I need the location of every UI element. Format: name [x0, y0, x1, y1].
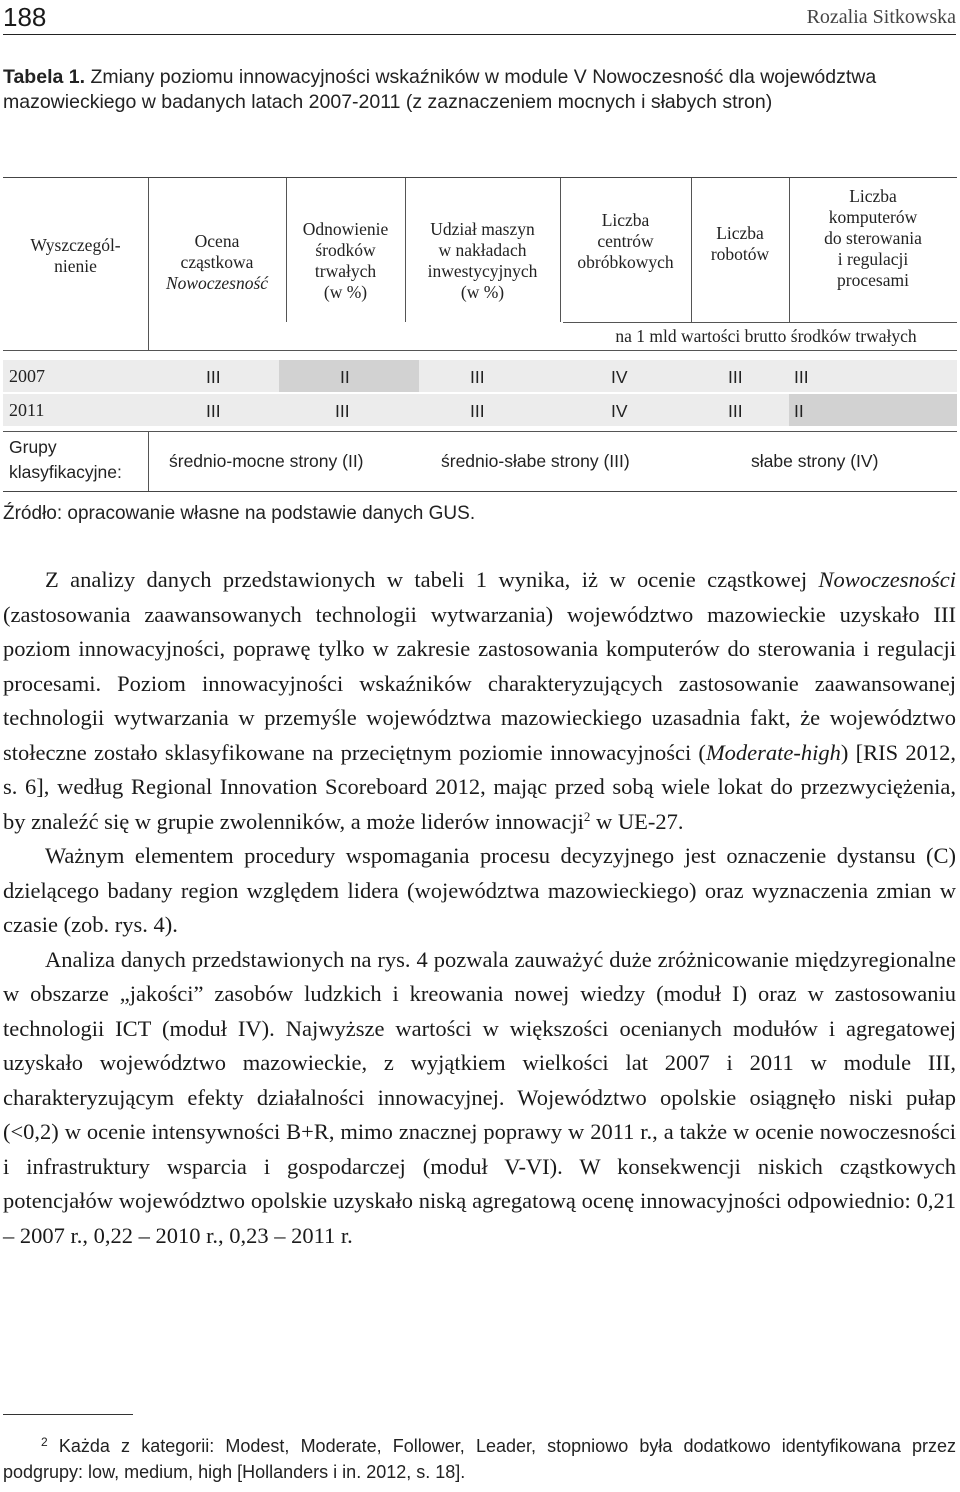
- col-header-udzial: Udział maszyn w nakładach inwestycyjnych (w %): [427, 219, 538, 302]
- highlight-strength: [789, 394, 957, 426]
- group-medium-strong: średnio-mocne strony (II): [169, 451, 364, 471]
- table-cell: III: [206, 367, 221, 387]
- col-header-roboty: Liczba robotów: [710, 223, 770, 264]
- table-caption-text: Zmiany poziomu innowacyjności wskaźników w module V Nowoczesność dla województwa mazowieckiego w badanych latach 2007-2011 (z zaznaczeniem mocnych i słabych stron): [3, 66, 877, 113]
- groups-label: Grupy klasyfikacyjne:: [9, 437, 122, 482]
- footnote-ref: 2: [583, 808, 591, 824]
- col-header-wyszczegolnienie: Wyszczegól- nienie: [30, 235, 121, 276]
- table-cell: III: [728, 367, 743, 387]
- table-caption-label: Tabela 1.: [3, 66, 86, 88]
- table-cell: II: [340, 367, 350, 387]
- table-cell: III: [470, 401, 485, 421]
- footnote-rule: [3, 1414, 133, 1415]
- groups-top-rule: [3, 431, 957, 432]
- header-bottom-rule: [3, 350, 957, 351]
- table-caption: [3, 65, 958, 115]
- col-header-ocena: Ocena cząstkowa Nowoczesność: [165, 231, 269, 293]
- running-author: Rozalia Sitkowska: [806, 6, 956, 28]
- running-header: [3, 0, 956, 35]
- group-medium-weak: średnio-słabe strony (III): [441, 451, 630, 471]
- footnote-mark: 2: [41, 1435, 48, 1449]
- paragraph-3: Analiza danych przedstawionych na rys. 4 pozwala zauważyć duże zróżnicowanie międzyregionalne w obszarze „jakości” zasobów ludzkich i kreowania nowej wiedzy (moduł I) oraz w zastosowaniu technologii ICT (moduł IV). Najwyższe wartości w większości ocenianych modułów i agregatowej uzyskało województwo mazowieckie, z wyjątkiem wielkości lat 2007 i 2011 w module III, charakteryzującym efekty działalności innowacyjnej. Województwo opolskie osiągnęło niski pułap (<0,2) w ocenie intensywności B+R, mimo znacznej poprawy w 2011 r., a także w ocenie nowoczesności i infrastruktury wsparcia i gospodarczej (moduł V-VI). W konsekwencji niskich cząstkowych potencjałów województwo opolskie uzyskało niską agregatową ocenę innowacyjności odpowiednio: 0,21 – 2007 r., 0,22 – 2010 r., 0,23 – 2011 r.: [3, 946, 956, 1248]
- table-cell: II: [794, 401, 804, 421]
- paragraph-1: Z analizy danych przedstawionych w tabeli 1 wynika, iż w ocenie cząstkowej Nowoczesności (zastosowania zaawansowanych technologii wytwarzania) województwo mazowieckie uzyskało III poziom innowacyjności, poprawę tylko w zakresie zastosowania komputerów do sterowania i regulacji procesami. Poziom innowacyjności wskaźników charakteryzujących zastosowanie zaawansowanej technologii wytwarzania w przemyśle województwa mazowieckiego uzasadnia fakt, że województwo stołeczne zostało sklasyfikowane na przeciętnym poziomie innowacyjności (Moderate-high) [RIS 2012, s. 6], według Regional Innovation Scoreboard 2012, mając przed sobą wiele lokat do przezwyciężenia, by znaleźć się w grupie zwolenników, a może liderów innowacji$^2$ w UE-27.: [3, 567, 957, 834]
- body-text: [3, 563, 956, 1253]
- table-cell: III: [794, 367, 809, 387]
- footnote-text: Każda z kategorii: Modest, Moderate, Follower, Leader, stopniowo była dodatkowo identyfikowana przez podgrupy: low, medium, high [Hollanders i in. 2012, s. 18].: [3, 1436, 956, 1482]
- table-cell: III: [728, 401, 743, 421]
- group-weak: słabe strony (IV): [751, 451, 879, 471]
- unit-note: na 1 mld wartości brutto środków trwałych: [615, 326, 917, 346]
- table-cell: III: [206, 401, 221, 421]
- row-year: 2011: [9, 400, 45, 420]
- table-source: Źródło: opracowanie własne na podstawie danych GUS.: [3, 503, 476, 524]
- paragraph-2: Ważnym elementem procedury wspomagania procesu decyzyjnego jest oznaczenie dystansu (C) dzielącego badany region względem lidera (województwa mazowieckiego) oraz wyznaczenia zmian w czasie (zob. rys. 4).: [3, 843, 956, 937]
- unit-rule: [563, 322, 957, 323]
- data-table: [3, 177, 957, 492]
- table-cell: III: [470, 367, 485, 387]
- table-cell: IV: [611, 401, 628, 421]
- col-header-komputery: Liczba komputerów do sterowania i regulacji procesami: [824, 186, 922, 290]
- table-cell: III: [335, 401, 350, 421]
- row-year: 2007: [9, 366, 45, 386]
- footnote: [3, 1433, 956, 1485]
- col-header-odnowienie: Odnowienie środków trwałych (w %): [302, 219, 389, 302]
- table-cell: IV: [611, 367, 628, 387]
- column-rule: [148, 431, 149, 491]
- col-header-centra: Liczba centrów obróbkowych: [577, 210, 674, 272]
- page-number: 188: [3, 2, 47, 32]
